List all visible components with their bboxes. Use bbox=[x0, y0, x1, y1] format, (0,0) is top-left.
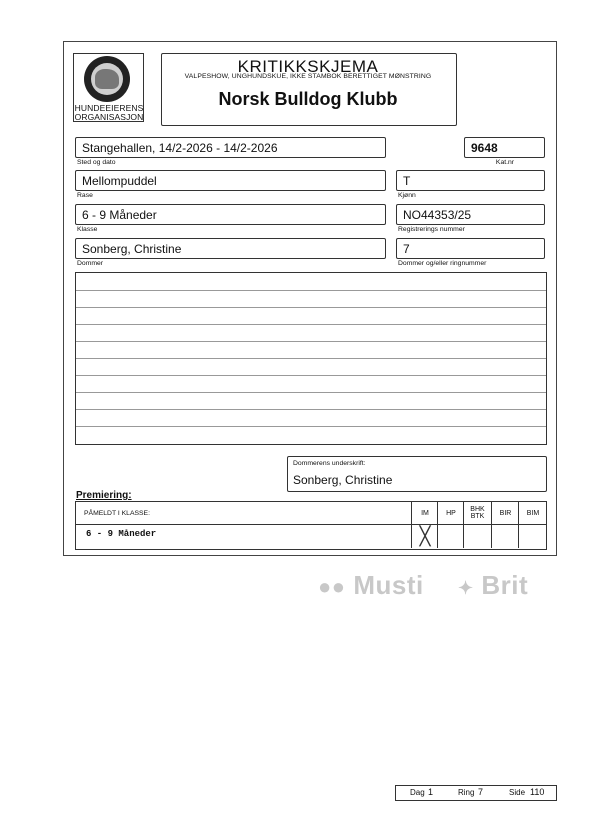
sex-label: Kjønn bbox=[398, 192, 416, 199]
judge-label: Dommer bbox=[77, 260, 104, 267]
signature-value: Sonberg, Christine bbox=[293, 473, 393, 487]
breed-label: Rase bbox=[77, 192, 93, 199]
sex-field[interactable]: T bbox=[396, 170, 545, 191]
reg-nr-label: Registrerings nummer bbox=[398, 226, 465, 233]
col-bim: BIM bbox=[518, 502, 547, 524]
premiering-title: Premiering: bbox=[76, 490, 132, 501]
bim-checkbox[interactable] bbox=[518, 524, 547, 548]
brit-text: Brit bbox=[481, 570, 529, 600]
brit-logo bbox=[458, 570, 528, 601]
critique-line bbox=[76, 392, 546, 393]
critique-line bbox=[76, 375, 546, 376]
col-bhk-btk: BHK BTK bbox=[463, 502, 491, 524]
cat-nr-field[interactable]: 9648 bbox=[464, 137, 545, 158]
reg-nr-field[interactable]: NO44353/25 bbox=[396, 204, 545, 225]
form-subtitle: VALPESHOW, UNGHUNDSKUE, IKKE STAMBOK BERETTIGET MØNSTRING bbox=[184, 73, 432, 80]
checkmark-x: ╳ bbox=[419, 525, 431, 546]
critique-line bbox=[76, 290, 546, 291]
col-bir: BIR bbox=[491, 502, 519, 524]
place-date-field[interactable]: Stangehallen, 14/2-2026 - 14/2-2026 bbox=[75, 137, 386, 158]
judge-field[interactable]: Sonberg, Christine bbox=[75, 238, 386, 259]
class-label: Klasse bbox=[77, 226, 98, 233]
musti-text: Musti bbox=[353, 570, 424, 600]
class-value: 6 - 9 Måneder bbox=[86, 529, 157, 539]
bhk-btk-checkbox[interactable] bbox=[463, 524, 492, 548]
critique-text-area[interactable] bbox=[75, 272, 547, 445]
form-title: KRITIKKSKJEMA bbox=[237, 57, 379, 76]
critique-line bbox=[76, 358, 546, 359]
premiering-table bbox=[75, 501, 547, 550]
paw-icon: ●● bbox=[318, 574, 346, 599]
class-field[interactable]: 6 - 9 Måneder bbox=[75, 204, 386, 225]
critique-line bbox=[76, 307, 546, 308]
im-checkbox[interactable] bbox=[411, 524, 438, 548]
cat-nr-label: Kat.nr bbox=[495, 159, 515, 166]
critique-line bbox=[76, 426, 546, 427]
class-header: PÅMELDT I KLASSE: bbox=[84, 510, 150, 517]
ring-label: Ring bbox=[458, 788, 475, 797]
day-value: 1 bbox=[428, 787, 434, 797]
bir-checkbox[interactable] bbox=[491, 524, 519, 548]
club-name: Norsk Bulldog Klubb bbox=[218, 89, 398, 109]
hp-checkbox[interactable] bbox=[437, 524, 464, 548]
brit-mark-icon: ✦ bbox=[458, 578, 474, 598]
org-text: HUNDEEIERENS ORGANISASJON bbox=[74, 103, 144, 122]
ring-value: 7 bbox=[478, 787, 484, 797]
breed-field[interactable]: Mellompuddel bbox=[75, 170, 386, 191]
critique-line bbox=[76, 341, 546, 342]
nkk-seal-logo bbox=[84, 56, 130, 102]
col-im: IM bbox=[411, 502, 438, 524]
day-label: Dag bbox=[410, 788, 425, 797]
ring-nr-field[interactable]: 7 bbox=[396, 238, 545, 259]
col-hp: HP bbox=[437, 502, 464, 524]
critique-line bbox=[76, 409, 546, 410]
musti-logo bbox=[318, 570, 424, 601]
page-label: Side bbox=[509, 788, 526, 797]
footer-box bbox=[395, 785, 557, 801]
critique-line bbox=[76, 324, 546, 325]
page-value: 110 bbox=[530, 787, 545, 797]
place-date-label: Sted og dato bbox=[77, 159, 116, 166]
signature-box[interactable] bbox=[287, 456, 547, 492]
signature-label: Dommerens underskrift: bbox=[293, 460, 366, 467]
ring-nr-label: Dommer og/eller ringnummer bbox=[398, 260, 487, 267]
